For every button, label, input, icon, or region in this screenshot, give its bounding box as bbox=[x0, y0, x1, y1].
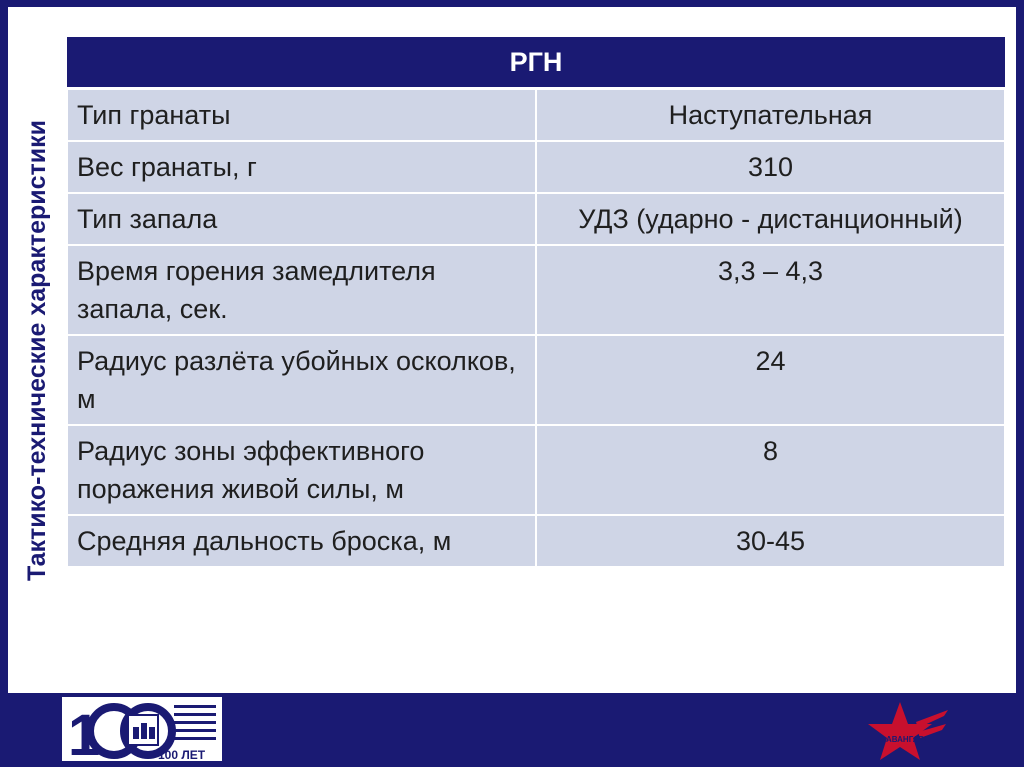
table-row bbox=[67, 515, 1005, 567]
value-cell: 30-45 bbox=[536, 515, 1005, 567]
table-row bbox=[67, 245, 1005, 335]
side-title: Тактико-технические характеристики bbox=[23, 119, 52, 581]
value-cell: 310 bbox=[536, 141, 1005, 193]
value-cell: Наступательная bbox=[536, 89, 1005, 142]
value-cell: УДЗ (ударно - дистанционный) bbox=[536, 193, 1005, 245]
university-100-years-logo bbox=[62, 697, 222, 761]
logo-100-years-text: 100 ЛЕТ bbox=[158, 748, 206, 761]
param-cell: Радиус разлёта убойных осколков, м bbox=[67, 335, 536, 425]
table-header: РГН bbox=[67, 37, 1005, 89]
specs-table bbox=[66, 37, 1006, 568]
value-cell: 8 bbox=[536, 425, 1005, 515]
param-cell: Вес гранаты, г bbox=[67, 141, 536, 193]
param-cell: Радиус зоны эффективного поражения живой силы, м bbox=[67, 425, 536, 515]
avangard-star-logo bbox=[860, 700, 950, 762]
param-cell: Тип гранаты bbox=[67, 89, 536, 142]
svg-text:1: 1 bbox=[68, 703, 101, 761]
table-row bbox=[67, 141, 1005, 193]
param-cell: Средняя дальность броска, м bbox=[67, 515, 536, 567]
table-row bbox=[67, 89, 1005, 142]
param-cell: Тип запала bbox=[67, 193, 536, 245]
table-header-row bbox=[67, 37, 1005, 89]
avangard-text: АВАНГАРД bbox=[886, 735, 930, 744]
table-row bbox=[67, 425, 1005, 515]
table-row bbox=[67, 193, 1005, 245]
table-row bbox=[67, 335, 1005, 425]
param-cell: Время горения замедлителя запала, сек. bbox=[67, 245, 536, 335]
value-cell: 24 bbox=[536, 335, 1005, 425]
value-cell: 3,3 – 4,3 bbox=[536, 245, 1005, 335]
side-title-container bbox=[10, 20, 66, 680]
